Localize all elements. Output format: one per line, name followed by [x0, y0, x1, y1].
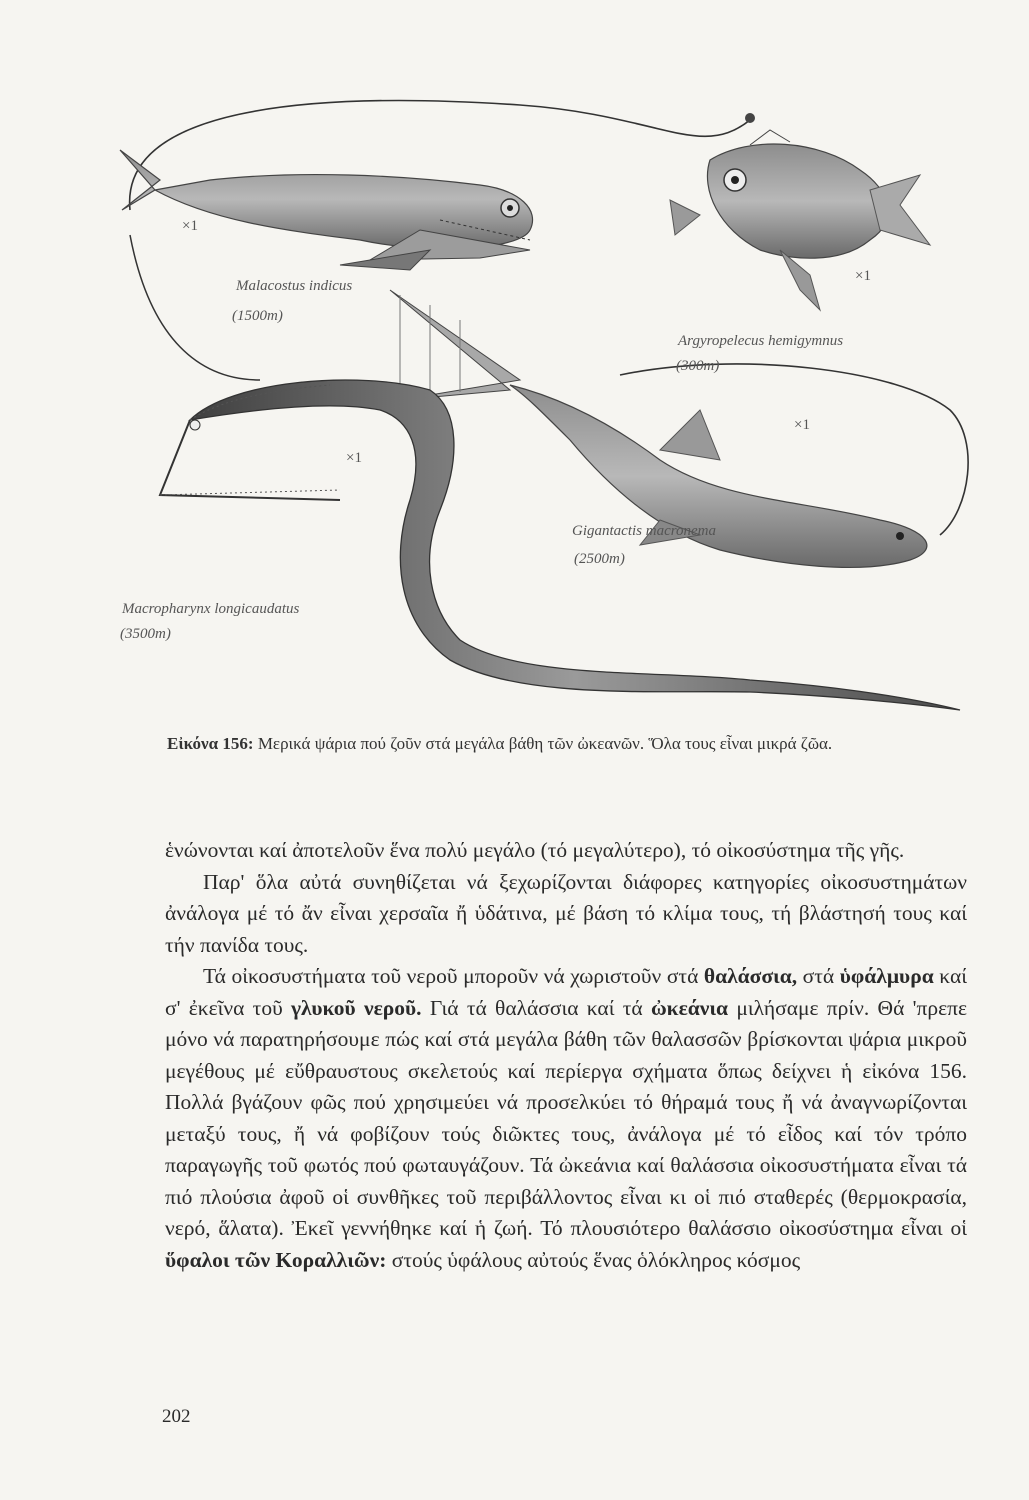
macropharynx-name: Macropharynx longicaudatus — [122, 601, 300, 617]
argyropelecus-fish — [670, 130, 930, 310]
malacostus-fish — [120, 150, 533, 270]
gigantactis-name: Gigantactis macronema — [572, 523, 717, 539]
deep-sea-fish-figure — [100, 80, 980, 720]
p3-bold-yfalmyra: ὑφάλμυρα — [839, 964, 934, 988]
gigantactis-scale: ×1 — [794, 417, 810, 433]
p3-text-c: στά — [797, 964, 840, 988]
gigantactis-depth: (2500m) — [574, 551, 625, 567]
caption-label: Εἰκόνα 156: — [167, 734, 254, 753]
paragraph-3 — [165, 961, 967, 1276]
p3-text-e: καί σ' ἐκεῖνα τοῦ — [165, 964, 967, 1020]
malacostus-name: Malacostus indicus — [236, 278, 353, 294]
page-number: 202 — [162, 1406, 191, 1427]
p3-text-a: Τά οἰκοσυστήματα τοῦ νεροῦ μποροῦν νά χωριστοῦν στά — [203, 964, 704, 988]
p3-bold-thalassia: θαλάσσια, — [703, 964, 798, 988]
caption-text: Μερικά ψάρια πού ζοῦν στά μεγάλα βάθη τῶν ὠκεανῶν. Ὅλα τους εἶναι μικρά ζῶα. — [253, 734, 833, 753]
p3-bold-okeania: ὠκεάνια — [650, 995, 729, 1020]
figure-caption — [167, 733, 979, 755]
p3-bold-yfaloi: ὕφαλοι τῶν Κοραλλιῶν: — [165, 1247, 387, 1272]
p3-text-i: μιλήσαμε πρίν. Θά 'πρεπε μόνο νά παρατηρήσουμε πώς καί στά μεγάλα βάθη τῶν θαλασσῶν βρίσκονται ψάρια μικροῦ μεγέθους μέ εὔθραυστους σκελετούς καί περίεργα σχήματα ὅπως δείχνει ἡ εἰκόνα 156. Πολλά βγάζουν φῶς πού χρησιμεύει νά προσελκύει τό θήραμά τους ἤ νά ἀναγνωρίζονται μεταξύ τους, ἤ νά φοβίζουν τούς διῶκτες τους, ἀνάλογα μέ τό εἶδος καί τόν τρόπο παραγωγῆς τοῦ φωτός πού φωταυγάζουν. Τά ὠκεάνια καί θαλάσσια οἰκοσυστήματα εἶναι τά πιό πλούσια ἀφοῦ οἱ συνθῆκες τοῦ περιβάλλοντος εἶναι κι οἱ πιό σταθερές (θερμοκρασία, νερό, ἅλατα). Ἐκεῖ γεννήθηκε καί ἡ ζωή. Τό πλουσιότερο θαλάσσιο οἰκοσύστημα εἶναι οἱ — [165, 995, 967, 1240]
p3-text-g: Γιά τά θαλάσσια καί τά — [421, 995, 651, 1020]
paragraph-1: ἑνώνονται καί ἀποτελοῦν ἕνα πολύ μεγάλο (τό μεγαλύτερο), τό οἰκοσύστημα τῆς γῆς. — [165, 838, 905, 862]
paragraph-2: Παρ' ὅλα αὐτά συνηθίζεται νά ξεχωρίζονται διάφορες κατηγορίες οἰκοσυστημάτων ἀνάλογα μέ τό ἄν εἶναι χερσαῖα ἤ ὑδάτινα, μέ βάση τό κλίμα τους, τή βλάστησή τους καί τήν πανίδα τους. — [165, 869, 967, 957]
argyropelecus-name: Argyropelecus hemigymnus — [678, 333, 844, 349]
macropharynx-depth: (3500m) — [120, 626, 171, 642]
macropharynx-scale: ×1 — [346, 450, 362, 466]
argyropelecus-depth: (300m) — [676, 358, 720, 374]
argyropelecus-scale: ×1 — [855, 268, 871, 284]
p3-bold-glykou-nerou: γλυκοῦ νεροῦ. — [291, 995, 422, 1020]
p3-text-k: στούς ὑφάλους αὐτούς ἕνας ὁλόκληρος κόσμος — [386, 1247, 801, 1272]
malacostus-depth: (1500m) — [232, 308, 283, 324]
body-text — [165, 835, 967, 1276]
fish-illustration — [100, 80, 980, 720]
malacostus-scale: ×1 — [182, 218, 198, 234]
